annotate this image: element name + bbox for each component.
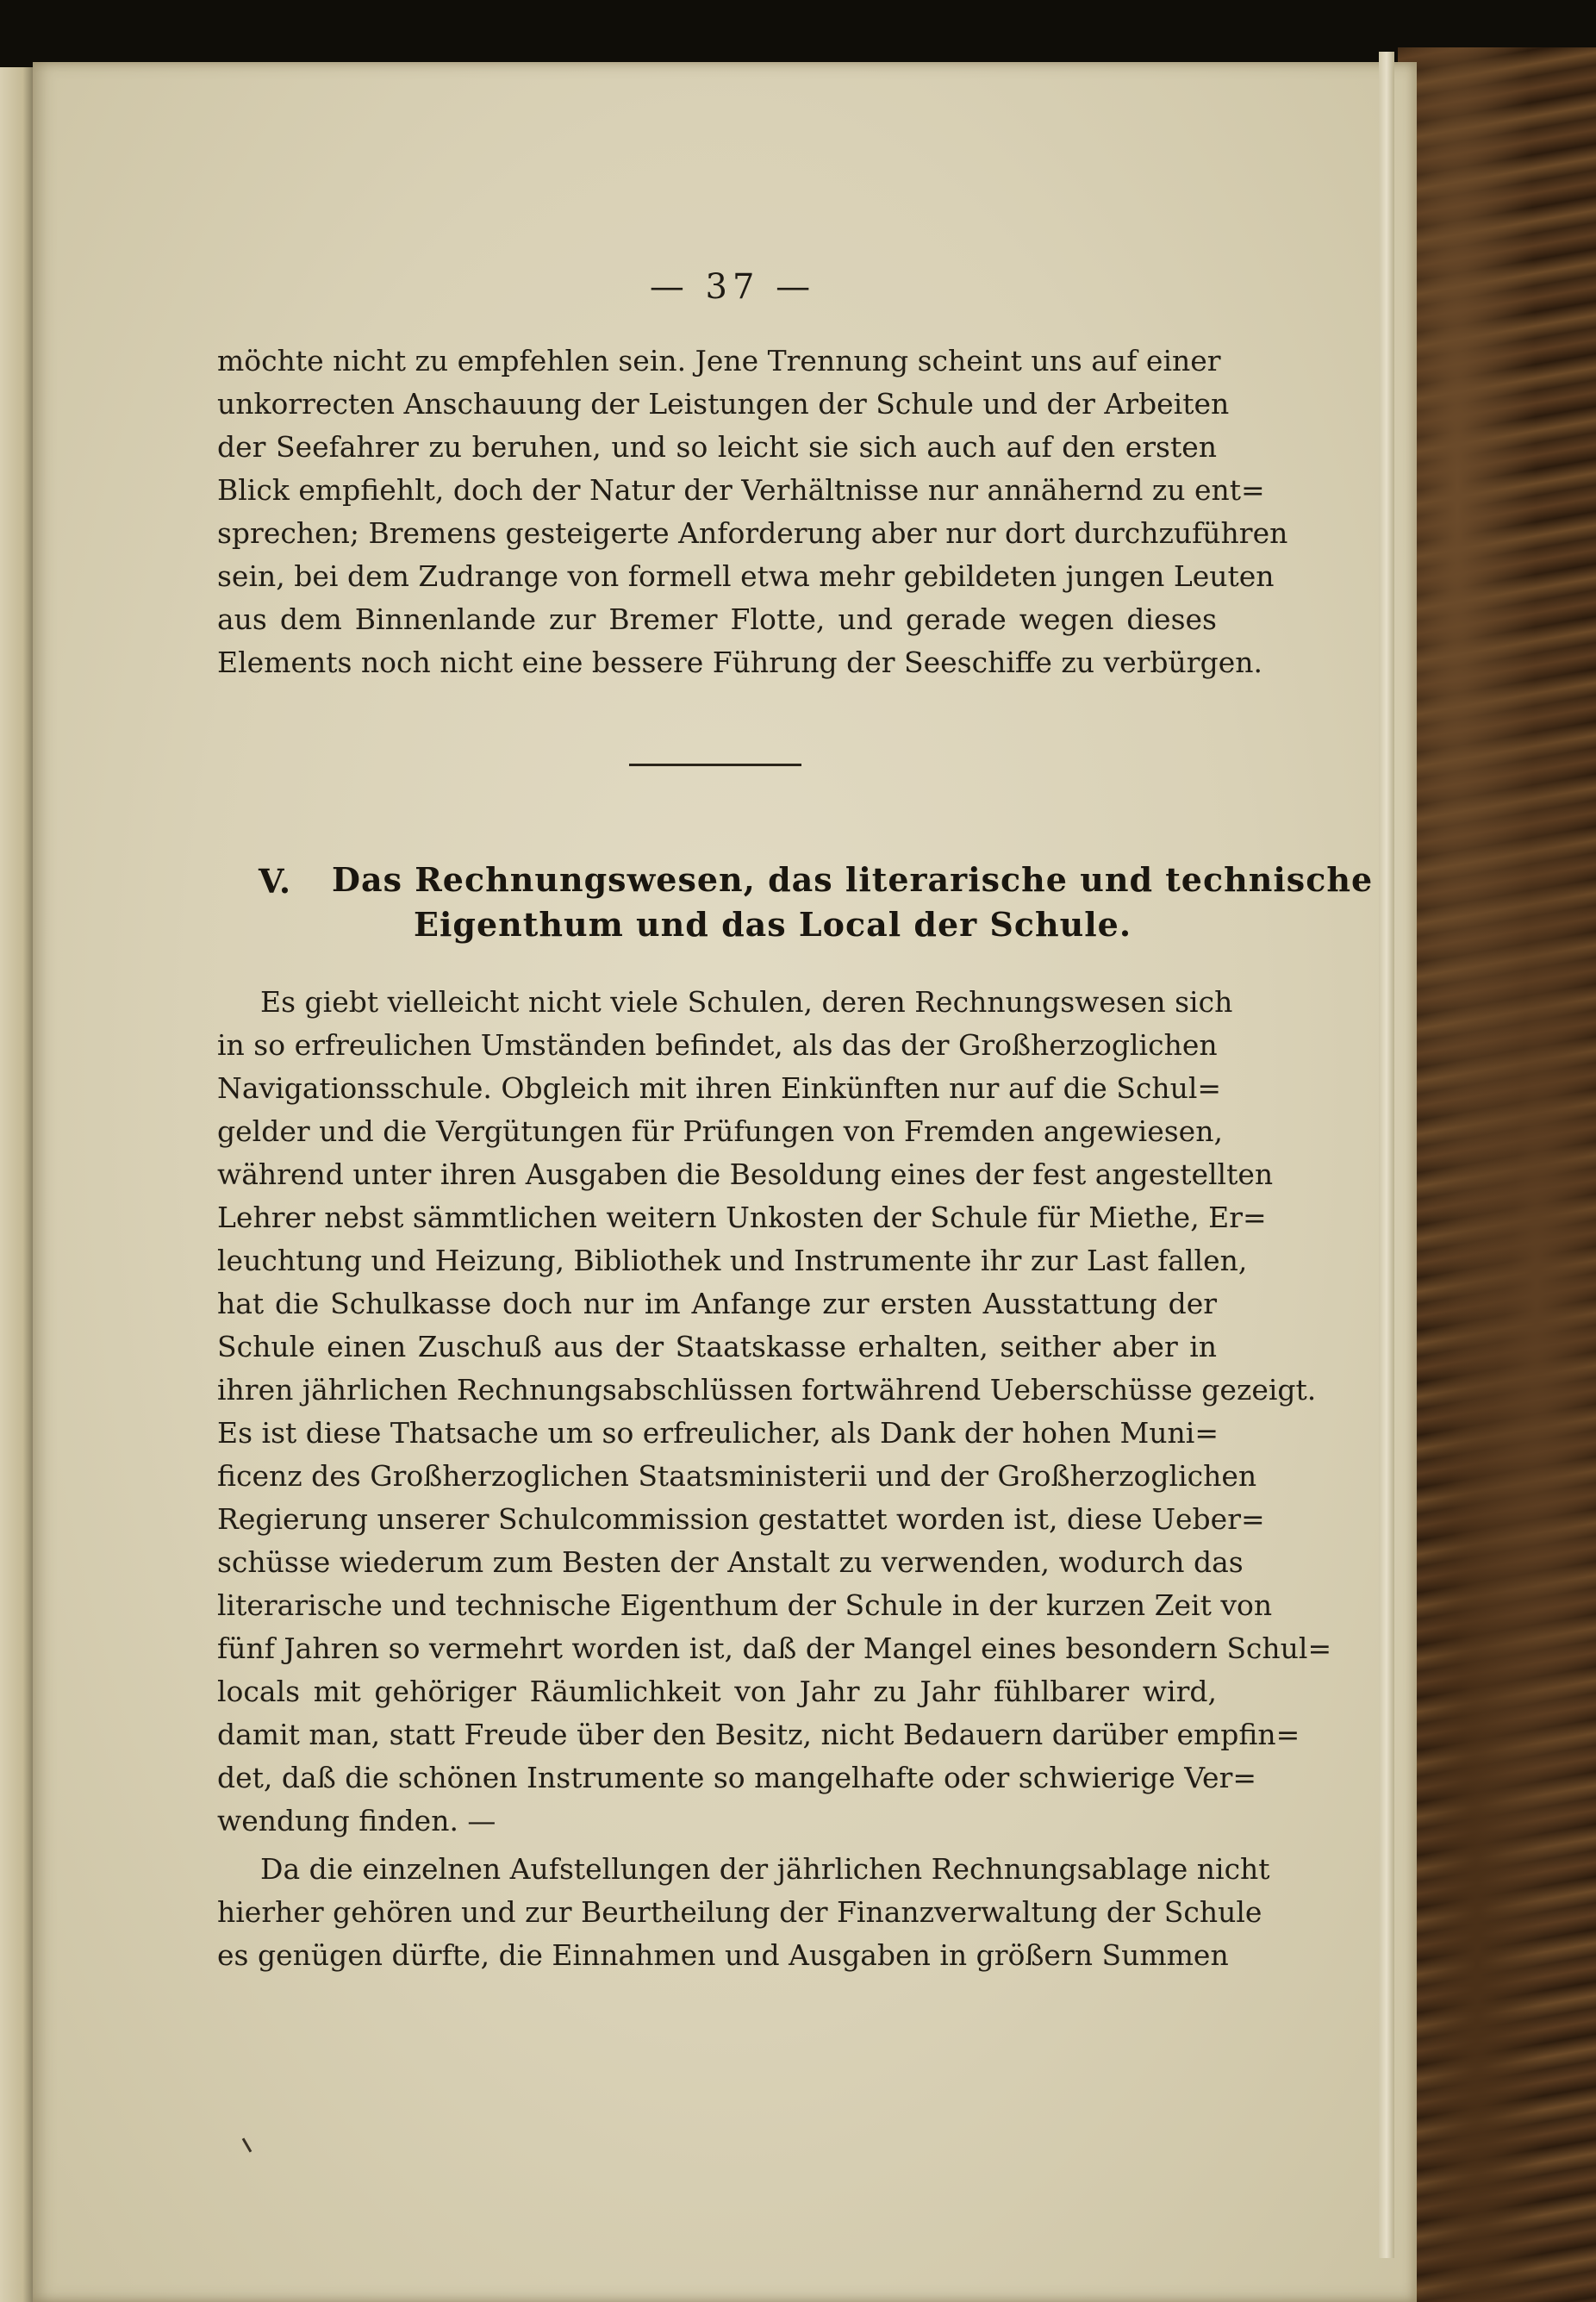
section-title-line-1: Das Rechnungswesen, das literarische und technische	[332, 860, 1374, 899]
text-line: aus dem Binnenlande zur Bremer Flotte, und gerade wegen dieses	[217, 602, 1217, 636]
text-line: Es ist diese Thatsache um so erfreulicher, als Dank der hohen Muni=	[217, 1416, 1219, 1450]
text-line: schüsse wiederum zum Besten der Anstalt zu verwenden, wodurch das	[217, 1545, 1244, 1579]
text-line: Es giebt vielleicht nicht viele Schulen, deren Rechnungswesen sich	[260, 985, 1233, 1019]
text-line: der Seefahrer zu beruhen, und so leicht sie sich auch auf den ersten	[217, 430, 1217, 464]
text-line: locals mit gehöriger Räumlichkeit von Jahr zu Jahr fühlbarer wird,	[217, 1675, 1217, 1708]
page-fore-edge	[1379, 52, 1394, 2258]
text-line: Navigationsschule. Obgleich mit ihren Einkünften nur auf die Schul=	[217, 1071, 1222, 1105]
text-line: unkorrecten Anschauung der Leistungen der Schule und der Arbeiten	[217, 387, 1230, 421]
text-line: wendung finden. —	[217, 1804, 496, 1837]
page-number: — 37 —	[649, 267, 816, 307]
text-line: Blick empfiehlt, doch der Natur der Verhältnisse nur annähernd zu ent=	[217, 473, 1265, 507]
text-line: ficenz des Großherzoglichen Staatsministerii und der Großherzoglichen	[217, 1459, 1257, 1493]
text-line: leuchtung und Heizung, Bibliothek und Instrumente ihr zur Last fallen,	[217, 1244, 1248, 1277]
text-line: det, daß die schönen Instrumente so mangelhafte oder schwierige Ver=	[217, 1761, 1257, 1794]
text-line: möchte nicht zu empfehlen sein. Jene Trennung scheint uns auf einer	[217, 344, 1221, 377]
marbled-book-cover	[1398, 47, 1596, 2302]
text-line: Elements noch nicht eine bessere Führung der Seeschiffe zu verbürgen.	[217, 646, 1262, 679]
text-line: während unter ihren Ausgaben die Besoldung eines der fest angestellten	[217, 1157, 1274, 1191]
text-line: gelder und die Vergütungen für Prüfungen von Fremden angewiesen,	[217, 1114, 1223, 1148]
section-number: V.	[259, 862, 292, 901]
text-line: hierher gehören und zur Beurtheilung der Finanzverwaltung der Schule	[217, 1895, 1262, 1929]
text-line: ihren jährlichen Rechnungsabschlüssen fortwährend Ueberschüsse gezeigt.	[217, 1373, 1317, 1407]
text-line: Schule einen Zuschuß aus der Staatskasse erhalten, seither aber in	[217, 1330, 1217, 1363]
text-line: damit man, statt Freude über den Besitz, nicht Bedauern darüber empfin=	[217, 1718, 1300, 1751]
text-line: fünf Jahren so vermehrt worden ist, daß der Mangel eines besondern Schul=	[217, 1631, 1332, 1665]
text-line: in so erfreulichen Umständen befindet, als das der Großherzoglichen	[217, 1028, 1218, 1062]
text-line: es genügen dürfte, die Einnahmen und Ausgaben in größern Summen	[217, 1938, 1229, 1972]
text-line: Da die einzelnen Aufstellungen der jährlichen Rechnungsablage nicht	[260, 1852, 1270, 1886]
text-line: Regierung unserer Schulcommission gestattet worden ist, diese Ueber=	[217, 1502, 1265, 1536]
text-line: sprechen; Bremens gesteigerte Anforderung aber nur dort durchzuführen	[217, 516, 1288, 550]
previous-page-edge	[0, 67, 33, 2302]
section-divider	[629, 764, 801, 766]
section-title-line-2: Eigenthum und das Local der Schule.	[414, 905, 1132, 944]
text-line: literarische und technische Eigenthum der Schule in der kurzen Zeit von	[217, 1588, 1273, 1622]
text-line: Lehrer nebst sämmtlichen weitern Unkosten der Schule für Miethe, Er=	[217, 1201, 1267, 1234]
scan-background	[0, 0, 1596, 67]
text-line: sein, bei dem Zudrange von formell etwa mehr gebildeten jungen Leuten	[217, 559, 1275, 593]
text-line: hat die Schulkasse doch nur im Anfange zur ersten Ausstattung der	[217, 1287, 1217, 1320]
